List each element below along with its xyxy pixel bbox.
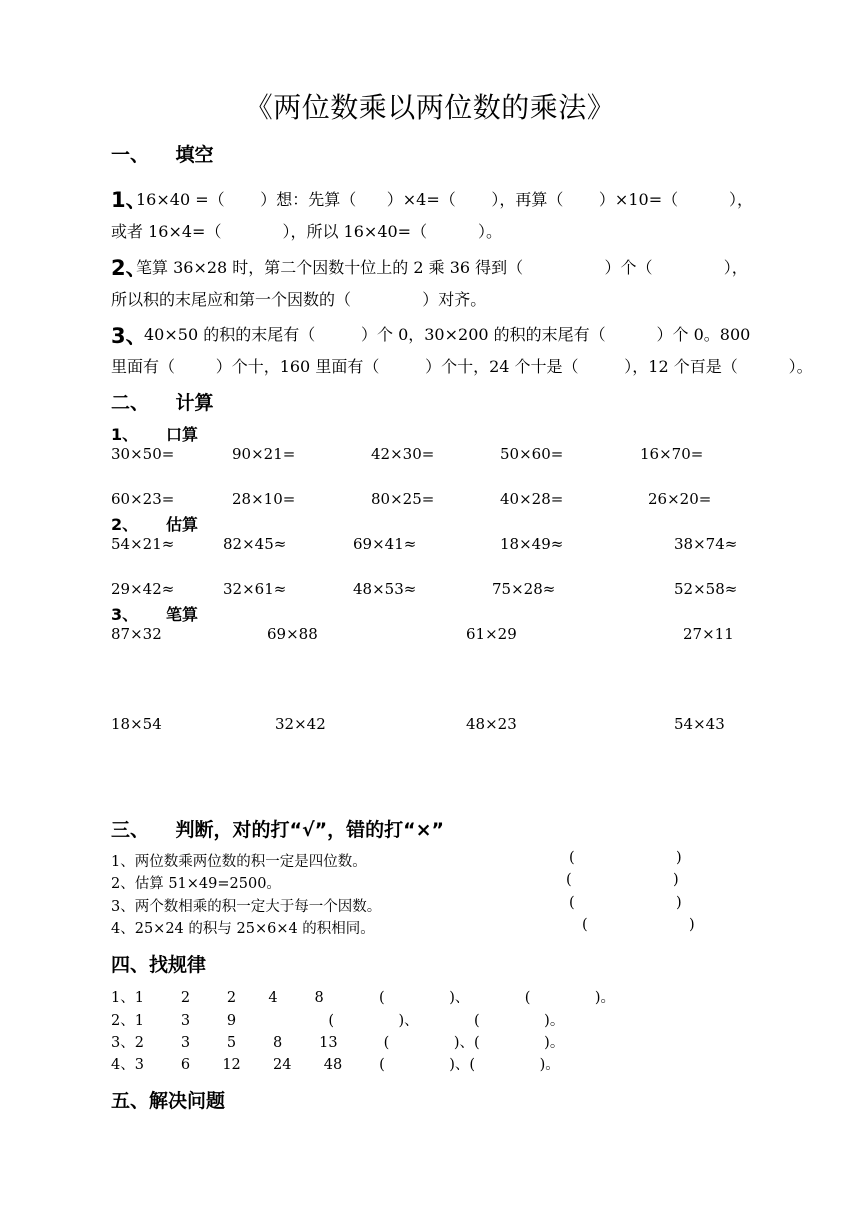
estimate-label: 2、 估算	[111, 515, 198, 534]
written-problem: 48×23	[466, 715, 517, 733]
oral-problem: 50×60=	[500, 445, 564, 463]
judge-statement: 1、两位数乘两位数的积一定是四位数。	[111, 854, 367, 870]
estimate-problem: 18×49≈	[500, 535, 564, 553]
pattern-item: 1、1 2 2 4 8 ( )、 ( )。	[111, 990, 616, 1006]
q1-line-1: 16×40 =（ ）想：先算（ ）×4=（ ），再算（ ）×10=（ ），	[136, 190, 753, 209]
section-3-heading: 三、 判断，对的打“√”，错的打“×”	[111, 819, 445, 841]
judge-answer-blank: ( )	[569, 850, 682, 866]
estimate-problem: 29×42≈	[111, 580, 175, 598]
q1-line-2: 或者 16×4=（ ），所以 16×40=（ ）。	[111, 222, 502, 241]
judge-answer-blank: ( )	[569, 895, 682, 911]
estimate-problem: 52×58≈	[674, 580, 738, 598]
section-2-heading: 二、 计算	[111, 392, 214, 414]
oral-problem: 80×25=	[371, 490, 435, 508]
q3-line-1: 40×50 的积的末尾有（ ）个 0，30×200 的积的末尾有（ ）个 0。800	[144, 325, 751, 344]
oral-problem: 60×23=	[111, 490, 175, 508]
pattern-item: 3、2 3 5 8 13 ( )、( )。	[111, 1035, 565, 1051]
oral-problem: 40×28=	[500, 490, 564, 508]
q2-line-1: 笔算 36×28 时，第二个因数十位上的 2 乘 36 得到（ ）个（ ），	[136, 258, 748, 277]
oral-problem: 28×10=	[232, 490, 296, 508]
estimate-problem: 48×53≈	[353, 580, 417, 598]
pattern-item: 2、1 3 9 ( )、 ( )。	[111, 1013, 565, 1029]
estimate-problem: 54×21≈	[111, 535, 175, 553]
q2-line-2: 所以积的末尾应和第一个因数的（ ）对齐。	[111, 290, 487, 309]
written-problem: 87×32	[111, 625, 162, 643]
pattern-item: 4、3 6 12 24 48 ( )、( )。	[111, 1057, 560, 1073]
estimate-problem: 38×74≈	[674, 535, 738, 553]
q2-number: 2、	[111, 256, 147, 280]
judge-statement: 3、两个数相乘的积一定大于每一个因数。	[111, 899, 382, 915]
q3-line-2: 里面有（ ）个十，160 里面有（ ）个十，24 个十是（ ），12 个百是（ ）。	[111, 357, 813, 376]
written-problem: 18×54	[111, 715, 162, 733]
q3-number: 3、	[111, 324, 147, 348]
section-4-heading: 四、找规律	[111, 954, 207, 976]
oral-label: 1、 口算	[111, 425, 198, 444]
section-5-heading: 五、解决问题	[111, 1090, 226, 1112]
worksheet-title: 《两位数乘以两位数的乘法》	[244, 91, 616, 124]
section-1-heading: 一、 填空	[111, 144, 214, 166]
judge-answer-blank: ( )	[566, 872, 679, 888]
written-problem: 69×88	[267, 625, 318, 643]
judge-statement: 4、25×24 的积与 25×6×4 的积相同。	[111, 921, 375, 937]
q1-number: 1、	[111, 188, 147, 212]
written-problem: 54×43	[674, 715, 725, 733]
oral-problem: 26×20=	[648, 490, 712, 508]
oral-problem: 90×21=	[232, 445, 296, 463]
judge-statement: 2、估算 51×49=2500。	[111, 876, 281, 892]
oral-problem: 42×30=	[371, 445, 435, 463]
estimate-problem: 32×61≈	[223, 580, 287, 598]
oral-problem: 16×70=	[640, 445, 704, 463]
written-problem: 32×42	[275, 715, 326, 733]
written-label: 3、 笔算	[111, 605, 198, 624]
estimate-problem: 69×41≈	[353, 535, 417, 553]
estimate-problem: 75×28≈	[492, 580, 556, 598]
written-problem: 27×11	[683, 625, 734, 643]
oral-problem: 30×50=	[111, 445, 175, 463]
estimate-problem: 82×45≈	[223, 535, 287, 553]
written-problem: 61×29	[466, 625, 517, 643]
judge-answer-blank: ( )	[582, 917, 695, 933]
